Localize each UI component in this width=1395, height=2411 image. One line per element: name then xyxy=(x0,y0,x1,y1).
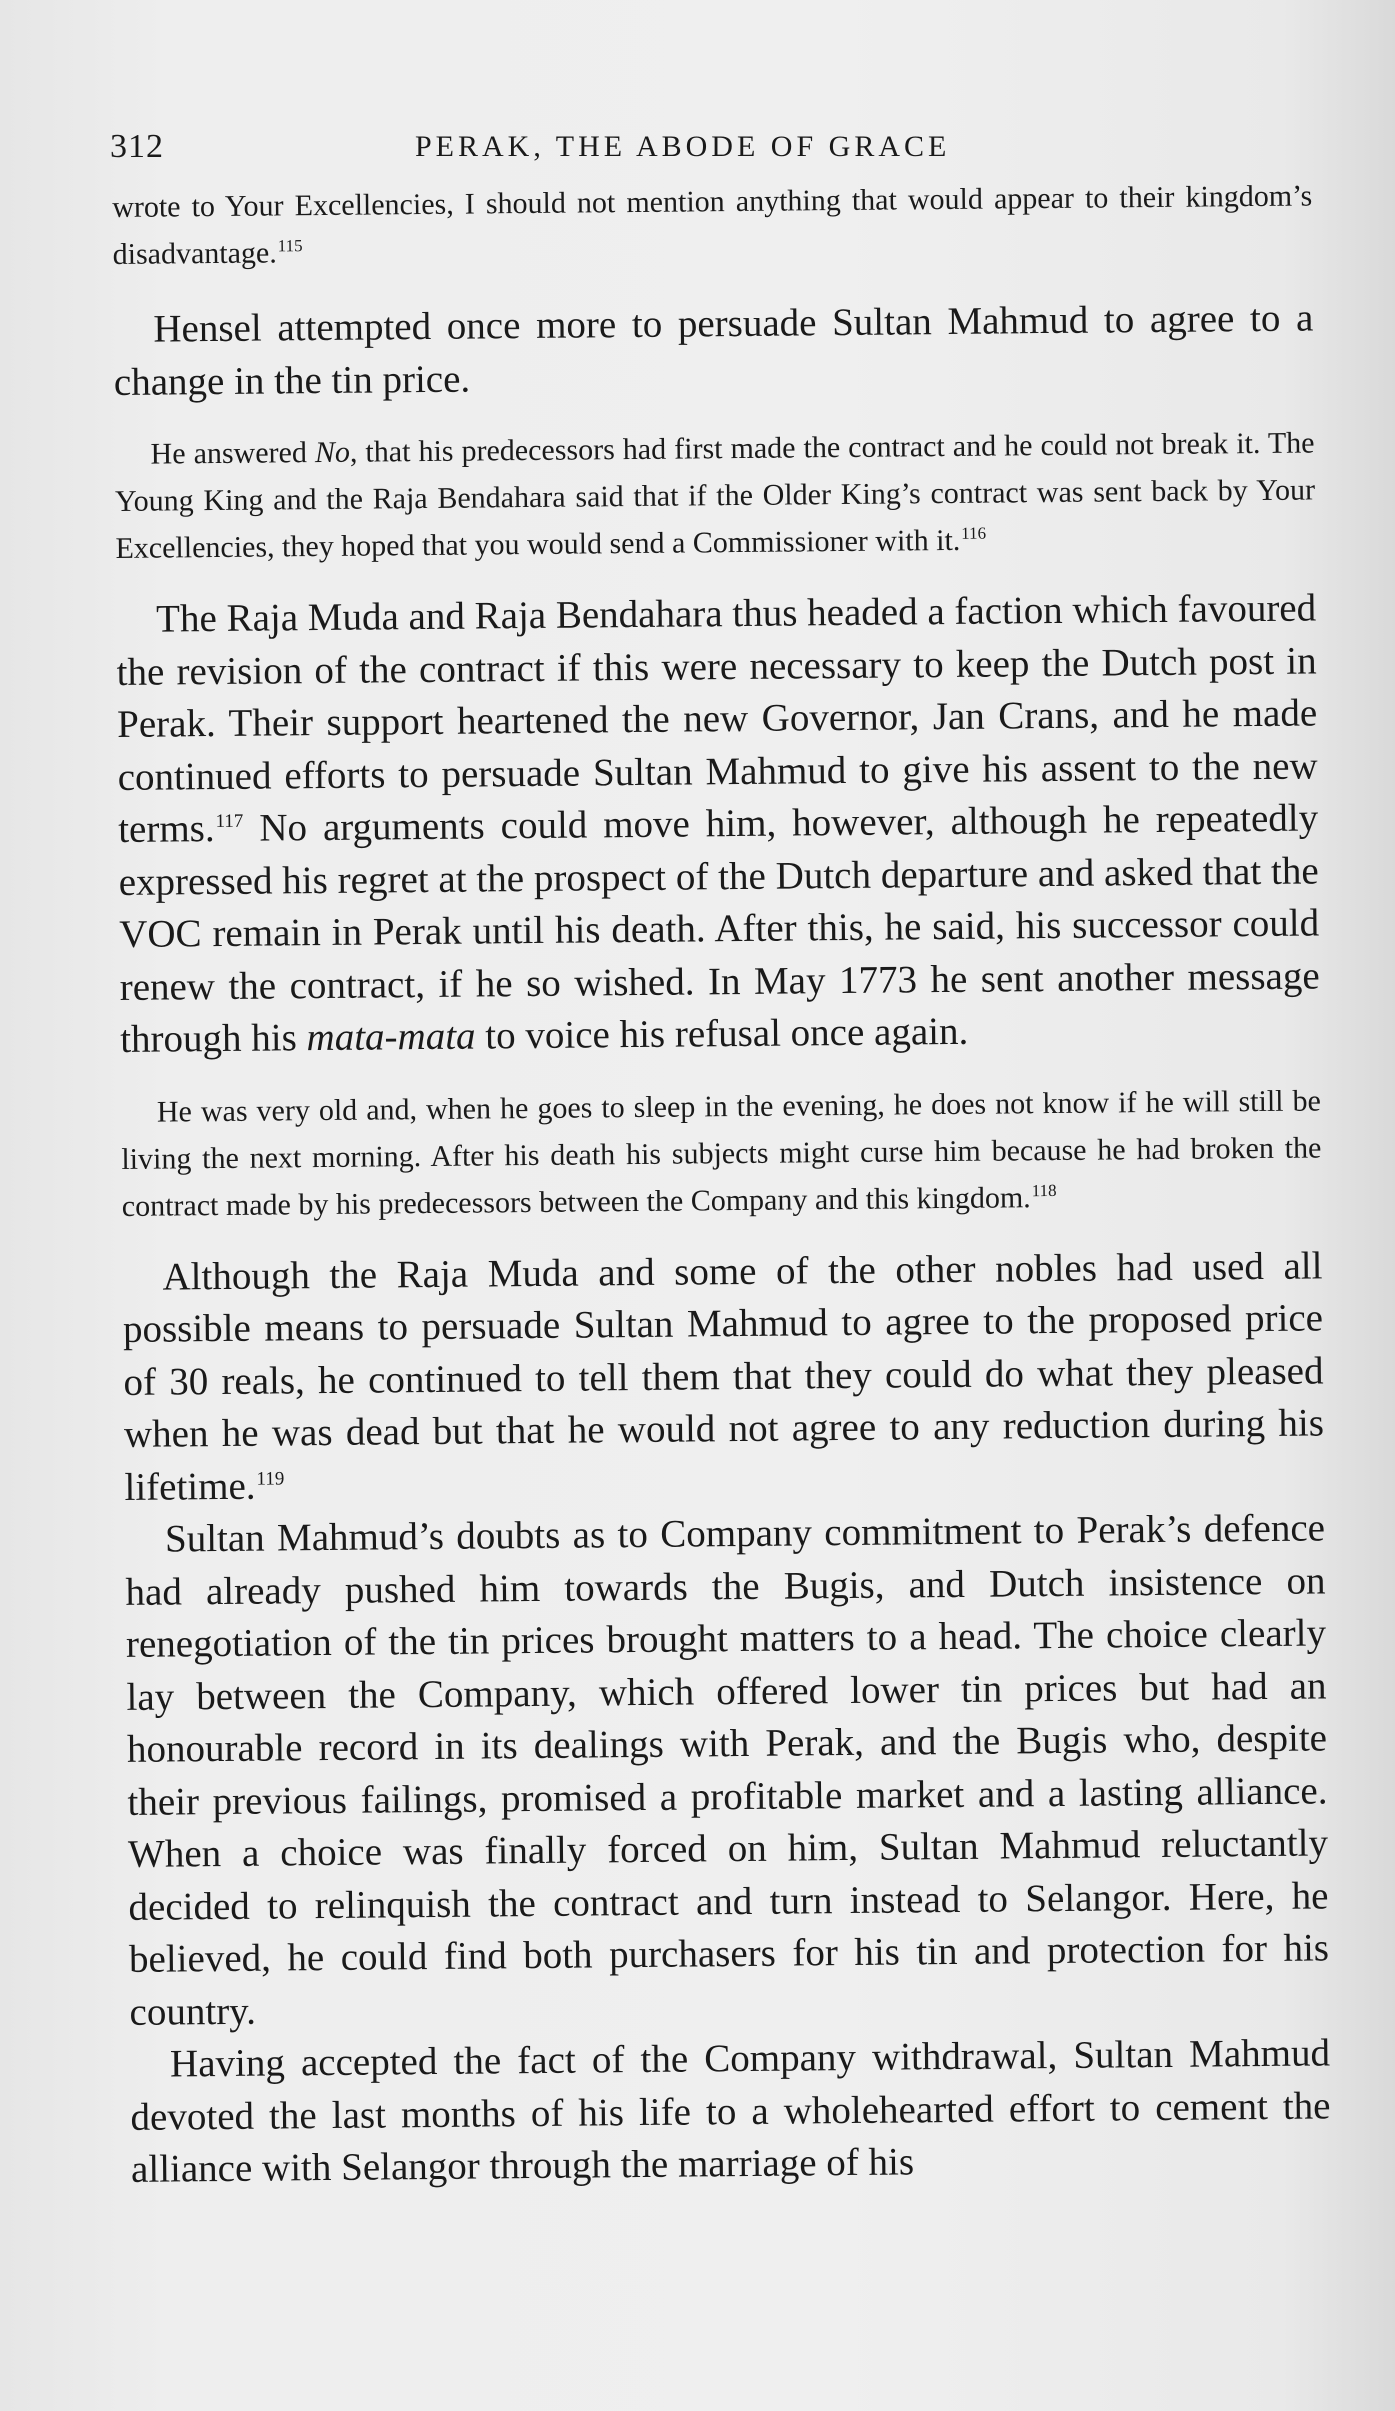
paragraph-2 xyxy=(116,582,1320,1066)
running-title: PERAK, THE ABODE OF GRACE xyxy=(415,130,951,163)
block-quote-1 xyxy=(112,172,1313,278)
footnote-ref-116: 116 xyxy=(961,523,987,543)
paragraph-5: Having accepted the fact of the Company withdrawal, Sultan Mahmud devoted the last months of his life to a wholehearted effort to cement the alliance with Selangor through the marriage of his xyxy=(130,2031,1331,2191)
paragraph-3-text: Although the Raja Muda and some of the other nobles had used all possible means to persuade Sultan Mahmud to agree to the proposed price of 30 reals, he continued to tell them that they could do what they pleased when he was dead but that he would not agree to any reduction during his lifetime. xyxy=(122,1243,1325,1509)
block-quote-2-after: , that his predecessors had first made the contract and he could not break it. The Young King and the Raja Bendahara said that if the Older King’s contract was sent back by Your Excellencies, they hoped that you would send a Commissioner with it. xyxy=(114,426,1316,565)
page-number: 312 xyxy=(110,128,164,165)
block-quote-2-emphasis: No xyxy=(314,435,351,470)
footnote-ref-117: 117 xyxy=(215,810,244,833)
footnote-ref-119: 119 xyxy=(256,1467,285,1490)
block-quote-1-text: wrote to Your Excellencies, I should not mention anything that would appear to their kingdom’s disadvantage. xyxy=(112,179,1313,271)
paragraph-2-part-1: The Raja Muda and Raja Bendahara thus headed a faction which favoured the revision of the contract if this were necessary to keep the Dutch post in Perak. Their support heartened the new Governor, Jan Crans, and he made continued efforts to persuade Sultan Mahmud to give his assent to the new terms. xyxy=(116,586,1318,851)
paragraph-2-emphasis: mata-mata xyxy=(306,1014,476,1060)
page-body xyxy=(112,172,1331,2196)
paragraph-2-part-3: to voice his refusal once again. xyxy=(475,1009,969,1058)
paragraph-3 xyxy=(122,1240,1324,1514)
paragraph-2-part-2: No arguments could move him, however, although he repeatedly expressed his regret at the prospect of the Dutch departure and asked that the VOC remain in Perak until his death. After this, he said, his successor could renew the contract, if he so wished. In May 1773 he sent another message through his xyxy=(118,796,1320,1061)
block-quote-3-text: He was very old and, when he goes to sleep in the evening, he does not know if he will still be living the next morning. After his death his subjects might curse him because he had broken the contract made by his predecessors between the Company and this kingdom. xyxy=(121,1083,1322,1223)
paragraph-1: Hensel attempted once more to persuade Sultan Mahmud to agree to a change in the tin price. xyxy=(113,296,1314,404)
page-header xyxy=(110,128,1310,178)
footnote-ref-118: 118 xyxy=(1031,1180,1057,1200)
footnote-ref-115: 115 xyxy=(277,236,303,256)
paragraph-4: Sultan Mahmud’s doubts as to Company commitment to Perak’s defence had already pushed him towards the Bugis, and Dutch insistence on renegotiation of the tin prices brought matters to a head. The choice clearly lay between the Company, which offered lower tin prices but had an honourable record in its dealings with Perak, and the Bugis who, despite their previous failings, promised a profitable market and a lasting alliance. When a choice was finally forced on him, Sultan Mahmud reluctantly decided to relinquish the contract and turn instead to Selangor. Here, he believed, he could find both purchasers for his tin and protection for his country. xyxy=(125,1506,1330,2034)
block-quote-2-before: He answered xyxy=(150,436,316,471)
block-quote-3 xyxy=(121,1077,1322,1230)
block-quote-2 xyxy=(114,419,1315,572)
